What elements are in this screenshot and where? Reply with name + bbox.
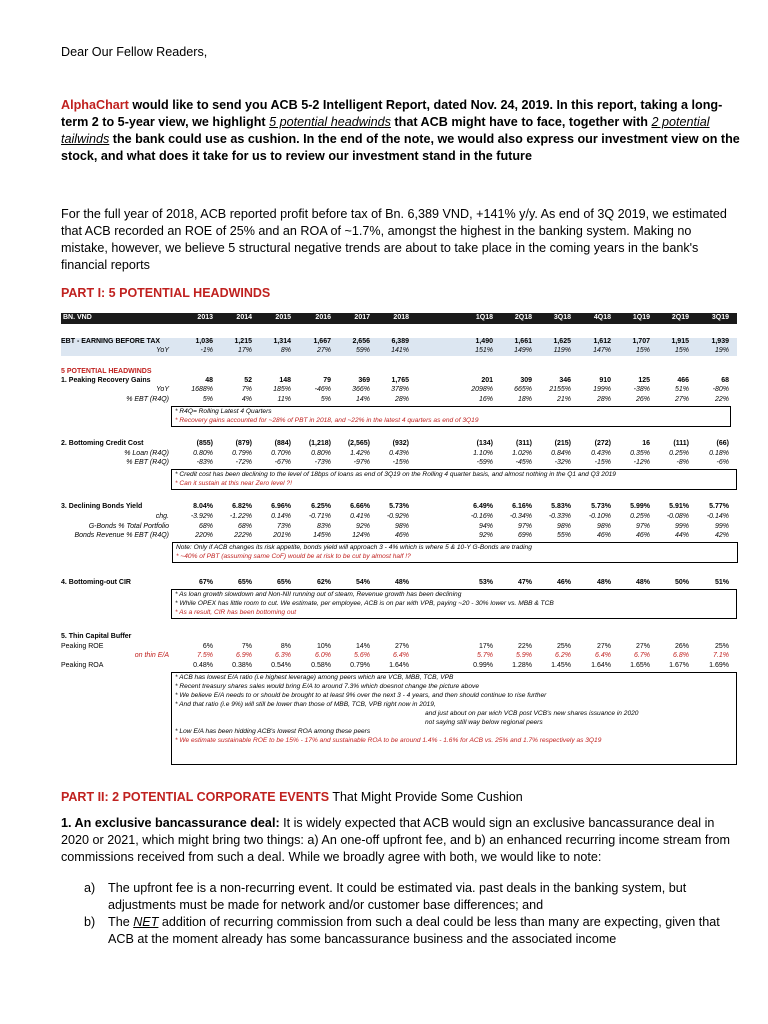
table-cell: 17% xyxy=(237,347,252,354)
table-cell: 6.82% xyxy=(232,503,252,510)
table-cell: (272) xyxy=(594,440,611,447)
table-cell: 65% xyxy=(237,579,252,586)
table-cell: 199% xyxy=(593,386,611,393)
table-cell: 5.73% xyxy=(591,503,611,510)
table-cell: 46% xyxy=(556,579,571,586)
table-cell: 0.25% xyxy=(669,450,689,457)
table-cell: -67% xyxy=(274,459,291,466)
table-cell: 22% xyxy=(714,396,729,403)
table-cell: 8.04% xyxy=(193,503,213,510)
table-cell: 2098% xyxy=(471,386,493,393)
table-cell: -0.08% xyxy=(666,513,689,520)
table-row xyxy=(61,532,737,541)
table-cell: -45% xyxy=(515,459,532,466)
table-cell: 27% xyxy=(674,396,689,403)
table-cell: 7% xyxy=(241,643,252,650)
table-cell: (932) xyxy=(392,440,409,447)
table-cell: 16 xyxy=(642,440,650,447)
table-cell: 0.41% xyxy=(350,513,370,520)
column-header: 2018 xyxy=(393,314,409,321)
note-line: * And that ratio (i.e 9%) will still be lower than those of MBB, TCB, VPB right now in 2019, xyxy=(175,701,436,708)
table-cell: 119% xyxy=(553,347,571,354)
table-cell: -1% xyxy=(200,347,213,354)
table-cell: 4% xyxy=(241,396,252,403)
table-cell: 0.79% xyxy=(232,450,252,457)
table-cell: 53% xyxy=(478,579,493,586)
table-cell: 99% xyxy=(714,523,729,530)
table-row xyxy=(61,338,737,347)
table-cell: 7% xyxy=(241,386,252,393)
table-cell: (1,218) xyxy=(308,440,331,447)
table-cell: 1.64% xyxy=(389,662,409,669)
table-cell: 1.28% xyxy=(512,662,532,669)
table-cell: 22% xyxy=(517,643,532,650)
table-cell: -0.92% xyxy=(386,513,409,520)
note-line: not saying still way below regional peers xyxy=(425,719,543,726)
table-cell: 28% xyxy=(596,396,611,403)
table-cell: 51% xyxy=(674,386,689,393)
table-cell: 8% xyxy=(280,347,291,354)
table-row xyxy=(61,633,737,642)
column-header: 2Q18 xyxy=(514,314,532,321)
table-cell: 48% xyxy=(635,579,650,586)
table-cell: 68% xyxy=(237,523,252,530)
column-header: 3Q18 xyxy=(553,314,571,321)
table-cell: 1.45% xyxy=(551,662,571,669)
table-cell: 6,389 xyxy=(391,338,409,345)
table-cell: 309 xyxy=(520,377,532,384)
note-line: * We believe E/A needs to or should be brought to at least 9% over the next 3 - 4 years, and then should continue to rise further xyxy=(175,692,547,699)
table-cell: 6.8% xyxy=(673,652,689,659)
note-line: * ACB has lowest E/A ratio (i.e highest leverage) among peers which are VCB, MBB, TCB, VPB xyxy=(175,674,454,681)
table-cell: 0.58% xyxy=(311,662,331,669)
table-cell: 1,939 xyxy=(711,338,729,345)
table-cell: 6.25% xyxy=(311,503,331,510)
summary-paragraph: For the full year of 2018, ACB reported profit before tax of Bn. 6,389 VND, +141% y/y. As end of 3Q 2019, we estimated that ACB recorded an ROE of 25% and an ROA of ~1.7%, amongst the highest in the banking system. Making no mistake, however, we believe 5 structural negative trends are about to take place in the coming years in the bank's financial reports xyxy=(61,207,727,272)
table-cell: (66) xyxy=(716,440,729,447)
part1-heading: PART I: 5 POTENTIAL HEADWINDS xyxy=(61,286,271,300)
note-line: * We estimate sustainable ROE to be 15% - 17% and sustainable ROA to be around 1.4% - 1.6% for ACB vs. 25% and 1.7% respectively as 3Q19 xyxy=(175,737,602,744)
table-cell: 6.9% xyxy=(236,652,252,659)
table-cell: 1,661 xyxy=(514,338,532,345)
table-row xyxy=(61,643,737,652)
table-cell: 46% xyxy=(635,532,650,539)
table-cell: 51% xyxy=(714,579,729,586)
table-cell: 26% xyxy=(674,643,689,650)
table-cell: 19% xyxy=(714,347,729,354)
table-cell: 2,656 xyxy=(352,338,370,345)
note-line: * Recovery gains accounted for ~28% of PBT in 2018, and ~22% in the latest 4 quarters as end of 3Q19 xyxy=(175,417,479,424)
table-cell: 369 xyxy=(358,377,370,384)
table-cell: 151% xyxy=(475,347,493,354)
table-cell: -0.10% xyxy=(588,513,611,520)
table-cell: 185% xyxy=(273,386,291,393)
row-label: G-Bonds % Total Portfolio xyxy=(88,523,169,530)
table-cell: 6.49% xyxy=(473,503,493,510)
table-cell: 0.70% xyxy=(271,450,291,457)
table-cell: 11% xyxy=(277,396,291,403)
note-box xyxy=(171,589,737,619)
table-cell: 5.9% xyxy=(516,652,532,659)
column-header: 2013 xyxy=(197,314,213,321)
table-cell: -12% xyxy=(633,459,650,466)
table-cell: 665% xyxy=(514,386,532,393)
table-row xyxy=(61,450,737,459)
table-cell: 222% xyxy=(234,532,252,539)
table-cell: 5.6% xyxy=(354,652,370,659)
table-cell: 6.16% xyxy=(512,503,532,510)
table-cell: 0.99% xyxy=(473,662,493,669)
table-cell: 14% xyxy=(355,643,370,650)
table-cell: 17% xyxy=(478,643,493,650)
column-header: 1Q18 xyxy=(475,314,493,321)
table-cell: 6% xyxy=(202,643,213,650)
row-label: Peaking ROE xyxy=(61,643,104,650)
row-label: % EBT (R4Q) xyxy=(126,459,169,466)
table-cell: 1.64% xyxy=(591,662,611,669)
row-label: 5 POTENTIAL HEADWINDS xyxy=(61,368,152,375)
table-cell: -80% xyxy=(712,386,729,393)
row-label: YoY xyxy=(156,386,169,393)
row-label: % Loan (R4Q) xyxy=(124,450,169,457)
table-cell: 25% xyxy=(556,643,571,650)
table-cell: 141% xyxy=(391,347,409,354)
list-item: a) The upfront fee is a non-recurring event. It could be estimated via. past deals in the banking system, but adjustments must be made for network and/or customer base differences; and xyxy=(84,881,687,912)
table-header: BN. VND 2013 2014 2015 2016 2017 2018 1Q18 2Q18 3Q18 4Q18 1Q19 2Q19 3Q19 xyxy=(61,313,737,324)
table-cell: 55% xyxy=(556,532,571,539)
table-cell: 97% xyxy=(635,523,650,530)
table-row xyxy=(61,503,737,512)
column-header: 2Q19 xyxy=(671,314,689,321)
table-cell: 97% xyxy=(517,523,532,530)
table-cell: 28% xyxy=(394,396,409,403)
table-cell: 1,215 xyxy=(234,338,252,345)
table-row xyxy=(61,579,737,588)
table-cell: -0.14% xyxy=(706,513,729,520)
row-label: YoY xyxy=(156,347,169,354)
table-cell: 48% xyxy=(596,579,611,586)
table-cell: 1.02% xyxy=(512,450,532,457)
table-cell: -0.16% xyxy=(470,513,493,520)
table-cell: 0.14% xyxy=(271,513,291,520)
table-cell: 6.0% xyxy=(315,652,331,659)
table-row xyxy=(61,368,737,377)
table-cell: 145% xyxy=(313,532,331,539)
table-cell: 15% xyxy=(674,347,689,354)
table-cell: 42% xyxy=(714,532,729,539)
note-box xyxy=(171,672,737,765)
table-cell: 27% xyxy=(316,347,331,354)
table-cell: 15% xyxy=(635,347,650,354)
table-cell: 0.48% xyxy=(193,662,213,669)
table-cell: 366% xyxy=(352,386,370,393)
table-cell: -72% xyxy=(235,459,252,466)
table-cell: 79 xyxy=(323,377,331,384)
note-box xyxy=(171,469,737,490)
table-cell: 6.66% xyxy=(350,503,370,510)
column-header: 2017 xyxy=(354,314,370,321)
table-cell: -15% xyxy=(392,459,409,466)
table-cell: 99% xyxy=(674,523,689,530)
table-cell: 201% xyxy=(273,532,291,539)
table-cell: 73% xyxy=(276,523,291,530)
table-cell: 1,915 xyxy=(671,338,689,345)
table-cell: (215) xyxy=(554,440,571,447)
table-cell: 27% xyxy=(394,643,409,650)
row-label: Bonds Revenue % EBT (R4Q) xyxy=(74,532,169,539)
table-cell: 124% xyxy=(352,532,370,539)
table-cell: (855) xyxy=(196,440,213,447)
table-cell: -59% xyxy=(476,459,493,466)
table-cell: 7.1% xyxy=(713,652,729,659)
table-cell: 5% xyxy=(320,396,331,403)
table-cell: 0.54% xyxy=(271,662,291,669)
table-row xyxy=(61,513,737,522)
table-cell: 1,707 xyxy=(632,338,650,345)
table-cell: -38% xyxy=(633,386,650,393)
table-cell: 16% xyxy=(478,396,493,403)
table-cell: 21% xyxy=(556,396,571,403)
table-cell: -6% xyxy=(716,459,729,466)
row-label: on thin E/A xyxy=(134,652,169,659)
note-line: * Credit cost has been declining to the level of 18bps of loans as end of 3Q19 on the Rolling 4 quarter basis, and almost nothing in the Q1 and Q3 2019 xyxy=(175,471,616,478)
brand-name: AlphaChart xyxy=(61,98,129,112)
table-cell: -15% xyxy=(594,459,611,466)
table-cell: -8% xyxy=(676,459,689,466)
table-cell: 5.7% xyxy=(477,652,493,659)
table-cell: 98% xyxy=(394,523,409,530)
table-cell: 1.65% xyxy=(630,662,650,669)
row-label: 2. Bottoming Credit Cost xyxy=(61,440,144,447)
table-cell: 10% xyxy=(316,643,331,650)
row-label: 1. Peaking Recovery Gains xyxy=(61,377,151,384)
table-cell: 18% xyxy=(517,396,532,403)
table-cell: (879) xyxy=(235,440,252,447)
note-line: * As loan growth slowdown and Non-NII running out of steam, Revenue growth has been declining xyxy=(175,591,462,598)
table-cell: -1.22% xyxy=(229,513,252,520)
table-cell: 1,314 xyxy=(273,338,291,345)
table-cell: 5.91% xyxy=(669,503,689,510)
note-line: Note: Only if ACB changes its risk appetite, bonds yield will approach 3 - 4% which is where 5 & 10-Y G-Bonds are trading xyxy=(176,544,532,551)
table-cell: 1688% xyxy=(191,386,213,393)
table-cell: 910 xyxy=(599,377,611,384)
table-cell: 0.25% xyxy=(630,513,650,520)
table-row xyxy=(61,347,737,356)
table-row xyxy=(61,523,737,532)
note-line: * R4Q= Rolling Latest 4 Quarters xyxy=(175,408,272,415)
table-cell: (311) xyxy=(516,440,532,447)
financial-table xyxy=(61,324,737,764)
column-header: 2015 xyxy=(275,314,291,321)
table-cell: 59% xyxy=(355,347,370,354)
table-row xyxy=(61,440,737,449)
notes-list xyxy=(61,880,741,948)
note-line: * While OPEX has little room to cut. We estimate, per employee, ACB is on par with VPB, paying ~20 - 30% lower vs. MBB & TCB xyxy=(175,600,554,607)
table-cell: 50% xyxy=(674,579,689,586)
table-cell: 1,667 xyxy=(313,338,331,345)
table-cell: 1,765 xyxy=(391,377,409,384)
note-box xyxy=(172,542,738,563)
column-header: 2014 xyxy=(236,314,252,321)
note-line: * As a result, CIR has been bottoming out xyxy=(175,609,297,616)
table-cell: 92% xyxy=(355,523,370,530)
table-cell: 378% xyxy=(391,386,409,393)
table-cell: 5.77% xyxy=(709,503,729,510)
note-box xyxy=(171,406,731,427)
list-item: b) The NET addition of recurring commission from such a deal could be less than many are expecting, given that ACB at the moment already has some bancassurance business and the associated income xyxy=(84,915,720,946)
table-cell: 6.4% xyxy=(595,652,611,659)
table-cell: 1.42% xyxy=(350,450,370,457)
table-cell: 5.83% xyxy=(551,503,571,510)
table-cell: 149% xyxy=(514,347,532,354)
table-cell: 68% xyxy=(198,523,213,530)
table-cell: 5.99% xyxy=(630,503,650,510)
table-cell: 48% xyxy=(394,579,409,586)
table-row xyxy=(61,396,737,405)
table-cell: 7.5% xyxy=(197,652,213,659)
column-header: 2016 xyxy=(315,314,331,321)
table-cell: 98% xyxy=(596,523,611,530)
table-cell: 54% xyxy=(355,579,370,586)
table-cell: 65% xyxy=(276,579,291,586)
table-cell: 14% xyxy=(355,396,370,403)
table-cell: 44% xyxy=(674,532,689,539)
table-cell: -73% xyxy=(314,459,331,466)
table-cell: 52 xyxy=(244,377,252,384)
table-cell: 220% xyxy=(195,532,213,539)
table-cell: 6.4% xyxy=(393,652,409,659)
row-label: EBT - EARNING BEFORE TAX xyxy=(61,338,161,345)
table-cell: 27% xyxy=(596,643,611,650)
table-cell: 0.35% xyxy=(630,450,650,457)
row-label: 4. Bottoming-out CIR xyxy=(61,579,131,586)
table-cell: 62% xyxy=(316,579,331,586)
note-line: * Low E/A has been hidding ACB's lowest ROA among these peers xyxy=(175,728,371,735)
table-cell: 1,490 xyxy=(475,338,493,345)
table-cell: 98% xyxy=(556,523,571,530)
table-cell: 6.96% xyxy=(271,503,291,510)
table-cell: 25% xyxy=(714,643,729,650)
table-row xyxy=(61,377,737,386)
column-header: 4Q18 xyxy=(593,314,611,321)
table-cell: 2155% xyxy=(549,386,571,393)
table-cell: 94% xyxy=(478,523,493,530)
table-cell: 68 xyxy=(721,377,729,384)
note-line: * Can it sustain at this near Zero level ?! xyxy=(175,480,292,487)
table-cell: 1,612 xyxy=(593,338,611,345)
table-row xyxy=(61,662,737,671)
row-label: 5. Thin Capital Buffer xyxy=(61,633,132,640)
table-cell: -0.34% xyxy=(509,513,532,520)
table-cell: 47% xyxy=(517,579,532,586)
table-row xyxy=(61,386,737,395)
note-line: * Recent treasury shares sales would bring E/A to around 7.3% which doesnot change the picture above xyxy=(175,683,479,690)
table-cell: 346 xyxy=(559,377,571,384)
table-cell: 0.43% xyxy=(591,450,611,457)
row-label: 3. Declining Bonds Yield xyxy=(61,503,143,510)
table-cell: -83% xyxy=(196,459,213,466)
table-cell: 1,036 xyxy=(195,338,213,345)
table-cell: 0.80% xyxy=(193,450,213,457)
table-cell: 48 xyxy=(205,377,213,384)
column-header: 3Q19 xyxy=(711,314,729,321)
note-line: and just about on par wich VCB post VCB's new shares issuance in 2020 xyxy=(425,710,639,717)
table-cell: 0.79% xyxy=(350,662,370,669)
greeting: Dear Our Fellow Readers, xyxy=(61,45,208,59)
table-cell: 26% xyxy=(635,396,650,403)
table-cell: 46% xyxy=(394,532,409,539)
table-cell: 46% xyxy=(596,532,611,539)
table-cell: 6.3% xyxy=(275,652,291,659)
table-cell: 0.84% xyxy=(551,450,571,457)
table-cell: 147% xyxy=(593,347,611,354)
table-cell: -46% xyxy=(314,386,331,393)
table-cell: (2,565) xyxy=(347,440,370,447)
table-cell: 466 xyxy=(677,377,689,384)
table-cell: -97% xyxy=(353,459,370,466)
table-cell: 8% xyxy=(280,643,291,650)
table-cell: (884) xyxy=(274,440,291,447)
part2-heading: PART II: 2 POTENTIAL CORPORATE EVENTS That Might Provide Some Cushion xyxy=(61,790,523,804)
table-cell: -32% xyxy=(554,459,571,466)
table-cell: 125 xyxy=(638,377,650,384)
column-header: 1Q19 xyxy=(632,314,650,321)
table-cell: 0.80% xyxy=(311,450,331,457)
table-cell: 1.67% xyxy=(669,662,689,669)
table-cell: 83% xyxy=(316,523,331,530)
table-cell: 201 xyxy=(481,377,493,384)
row-label: chg. xyxy=(155,513,169,520)
table-cell: 6.2% xyxy=(555,652,571,659)
table-cell: 27% xyxy=(635,643,650,650)
table-cell: 1,625 xyxy=(553,338,571,345)
table-cell: 0.43% xyxy=(389,450,409,457)
table-cell: 67% xyxy=(198,579,213,586)
table-cell: 1.69% xyxy=(709,662,729,669)
table-cell: 0.18% xyxy=(709,450,729,457)
table-cell: 92% xyxy=(478,532,493,539)
table-row xyxy=(61,459,737,468)
table-cell: 5% xyxy=(202,396,213,403)
table-cell: -0.71% xyxy=(308,513,331,520)
intro-paragraph: AlphaChart would like to send you ACB 5-2 Intelligent Report, dated Nov. 24, 2019. In this report, taking a long-term 2 to 5-year view, we highlight 5 potential headwinds that ACB might have to face, together with 2 potential tailwinds the bank could use as cushion. In the end of the note, we would also express our investment view on the stock, and what does it take for us to review our investment stand in the future xyxy=(61,98,740,163)
table-row xyxy=(61,652,737,661)
table-cell: 1.10% xyxy=(473,450,493,457)
table-cell: 5.73% xyxy=(389,503,409,510)
table-cell: -3.92% xyxy=(190,513,213,520)
table-cell: (111) xyxy=(673,440,689,447)
row-label: % EBT (R4Q) xyxy=(126,396,169,403)
table-cell: 0.38% xyxy=(232,662,252,669)
table-cell: 148 xyxy=(279,377,291,384)
note-line: * ~40% of PBT (assuming same CoF) would be at risk to be cut by almost half !? xyxy=(176,553,411,560)
table-cell: 6.7% xyxy=(634,652,650,659)
table-cell: 69% xyxy=(517,532,532,539)
table-cell: (134) xyxy=(476,440,493,447)
bancassurance-paragraph: 1. An exclusive bancassurance deal: It is widely expected that ACB would sign an exclusive bancassurance deal in 2020 or 2021, which might bring two things: a) An one-off upfront fee, and b) an enhanced recurring income stream from commissions received from such a deal. While we broadly agree with both, we would like to note: xyxy=(61,816,731,864)
row-label: Peaking ROA xyxy=(61,662,104,669)
table-cell: -0.33% xyxy=(548,513,571,520)
